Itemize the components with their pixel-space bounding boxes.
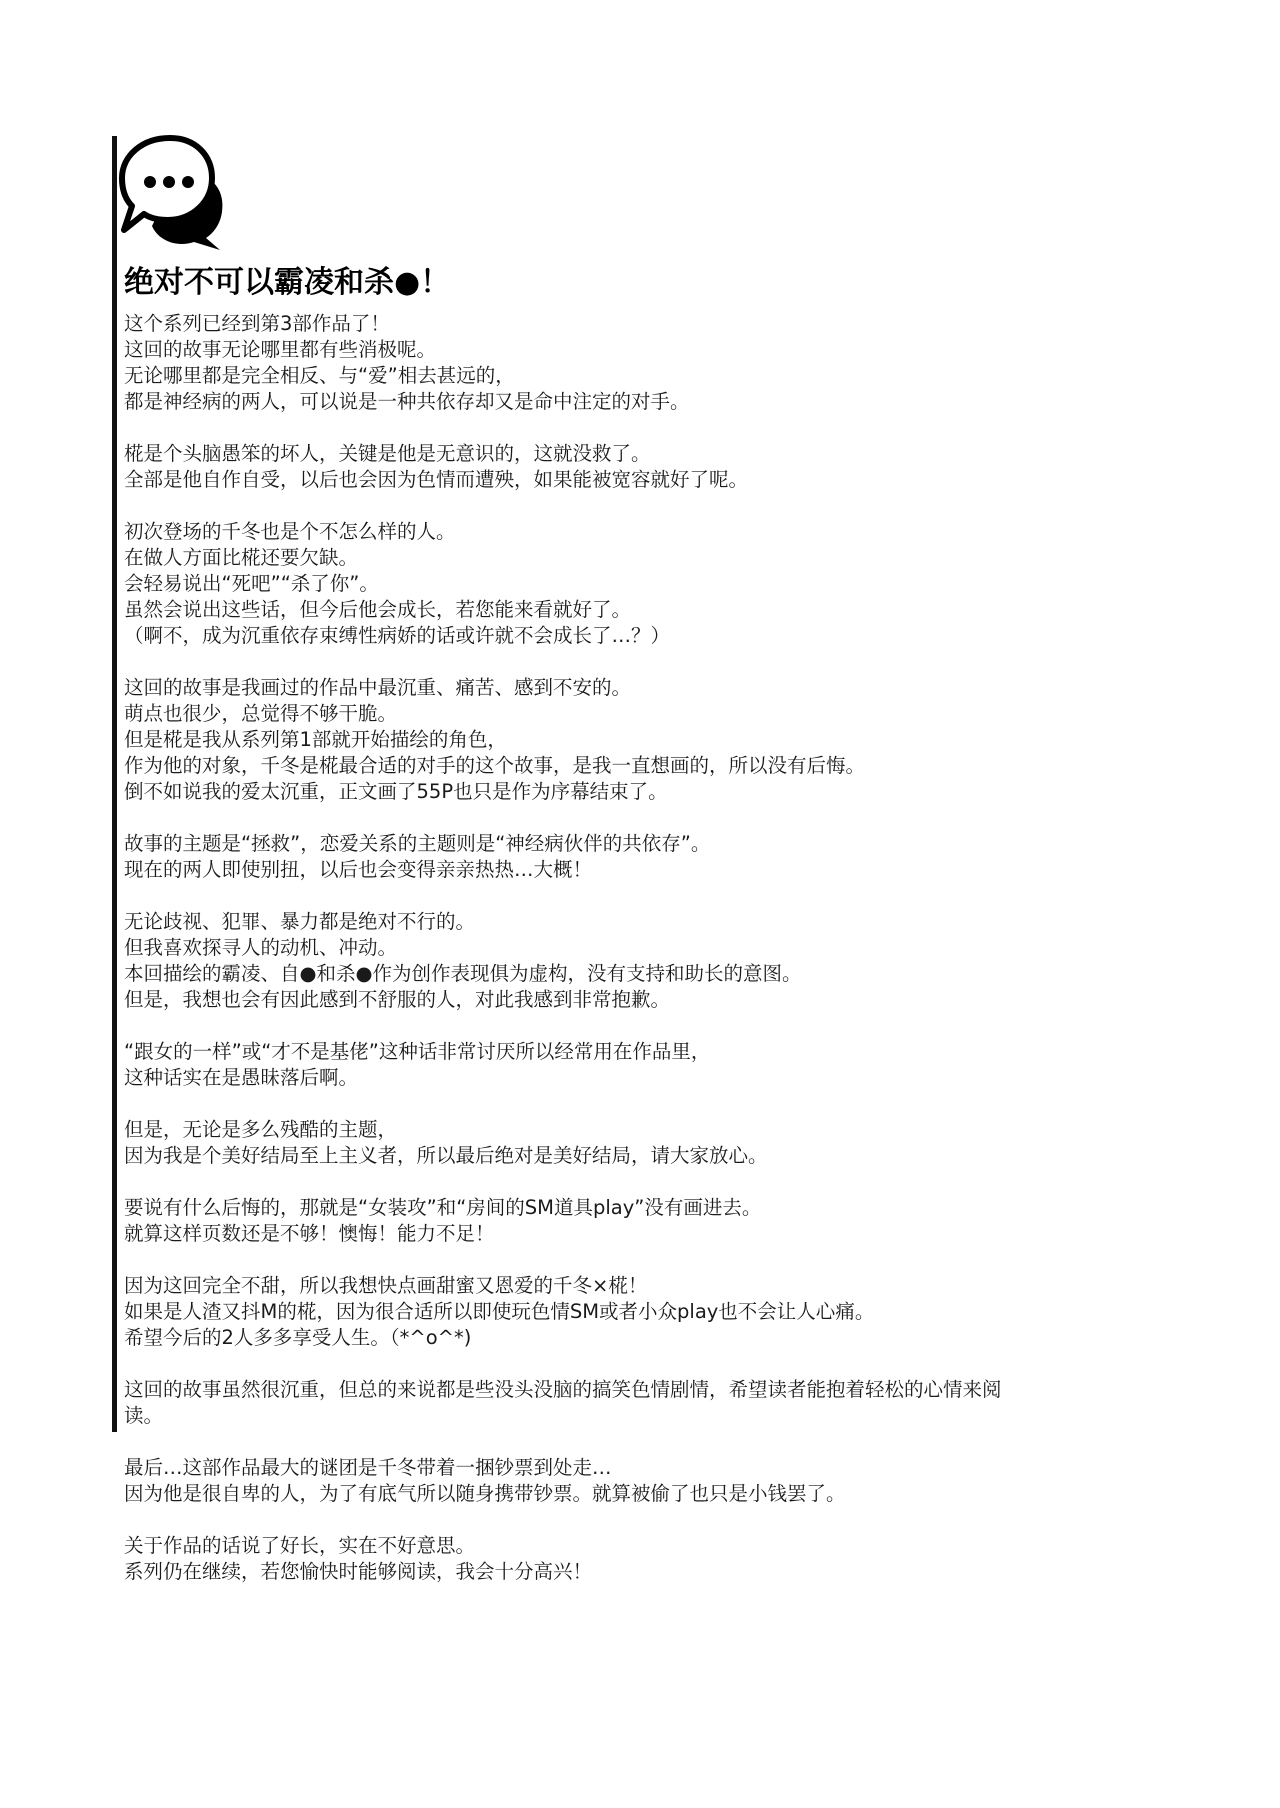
text-line: 要说有什么后悔的，那就是“女装攻”和“房间的SM道具play”没有画进去。: [124, 1196, 762, 1219]
text-line: 初次登场的千冬也是个不怎么样的人。: [124, 520, 456, 543]
text-line: 读。: [124, 1404, 164, 1427]
text-line: 在做人方面比椛还要欠缺。: [124, 546, 359, 569]
text-line: 虽然会说出这些话，但今后他会成长，若您能来看就好了。: [124, 598, 632, 621]
text-line: “跟女的一样”或“才不是基佬”这种话非常讨厌所以经常用在作品里，: [124, 1040, 711, 1063]
text-line: 作为他的对象，千冬是椛最合适的对手的这个故事，是我一直想画的，所以没有后悔。: [124, 754, 866, 777]
text-line: 因为这回完全不甜，所以我想快点画甜蜜又恩爱的千冬×椛！: [124, 1274, 648, 1297]
paragraph: [124, 311, 1164, 415]
text-line: 最后…这部作品最大的谜团是千冬带着一捆钞票到处走…: [124, 1456, 612, 1479]
text-line: 希望今后的2人多多享受人生。（*^o^*): [124, 1326, 472, 1349]
afterword-body: [124, 311, 1164, 1611]
text-line: 椛是个头脑愚笨的坏人，关键是他是无意识的，这就没救了。: [124, 442, 651, 465]
speech-bubbles-icon: [118, 134, 230, 250]
text-line: 倒不如说我的爱太沉重，正文画了55P也只是作为序幕结束了。: [124, 780, 668, 803]
left-vertical-rule: [112, 136, 117, 1432]
paragraph: [124, 519, 1164, 649]
text-line: 会轻易说出“死吧”“杀了你”。: [124, 572, 379, 595]
text-line: 都是神经病的两人，可以说是一种共依存却又是命中注定的对手。: [124, 390, 690, 413]
text-line: 故事的主题是“拯救”，恋爱关系的主题则是“神经病伙伴的共依存”。: [124, 832, 711, 855]
text-line: 系列仍在继续，若您愉快时能够阅读，我会十分高兴！: [124, 1560, 593, 1583]
text-line: 无论歧视、犯罪、暴力都是绝对不行的。: [124, 910, 476, 933]
text-line: 现在的两人即使别扭，以后也会变得亲亲热热…大概！: [124, 858, 593, 881]
paragraph: [124, 441, 1164, 493]
paragraph: [124, 1455, 1164, 1507]
text-line: 但是椛是我从系列第1部就开始描绘的角色，: [124, 728, 507, 751]
text-line: 无论哪里都是完全相反、与“爱”相去甚远的，: [124, 364, 515, 387]
paragraph: [124, 675, 1164, 805]
text-line: 关于作品的话说了好长，实在不好意思。: [124, 1534, 476, 1557]
text-line: 如果是人渣又抖M的椛，因为很合适所以即使玩色情SM或者小众play也不会让人心痛。: [124, 1300, 875, 1323]
text-line: 这个系列已经到第3部作品了！: [124, 312, 390, 335]
paragraph: [124, 1533, 1164, 1585]
text-line: 这种话实在是愚昧落后啊。: [124, 1066, 359, 1089]
text-line: 但是，无论是多么残酷的主题，: [124, 1118, 398, 1141]
text-line: 但我喜欢探寻人的动机、冲动。: [124, 936, 398, 959]
paragraph: [124, 831, 1164, 883]
text-line: 但是，我想也会有因此感到不舒服的人，对此我感到非常抱歉。: [124, 988, 671, 1011]
text-line: 萌点也很少，总觉得不够干脆。: [124, 702, 398, 725]
paragraph: [124, 1377, 1164, 1429]
text-line: 因为我是个美好结局至上主义者，所以最后绝对是美好结局，请大家放心。: [124, 1144, 768, 1167]
paragraph: [124, 1039, 1164, 1091]
paragraph: [124, 909, 1164, 1013]
paragraph: [124, 1117, 1164, 1169]
page-title: 绝对不可以霸凌和杀●！: [124, 265, 451, 300]
text-line: 这回的故事是我画过的作品中最沉重、痛苦、感到不安的。: [124, 676, 632, 699]
paragraph: [124, 1195, 1164, 1247]
text-line: 本回描绘的霸凌、自●和杀●作为创作表现俱为虚构，没有支持和助长的意图。: [124, 962, 802, 985]
paragraph: [124, 1273, 1164, 1351]
text-line: （啊不，成为沉重依存束缚性病娇的话或许就不会成长了…？）: [124, 624, 671, 647]
text-line: 因为他是很自卑的人，为了有底气所以随身携带钞票。就算被偷了也只是小钱罢了。: [124, 1482, 846, 1505]
text-line: 这回的故事无论哪里都有些消极呢。: [124, 338, 437, 361]
text-line: 全部是他自作自受，以后也会因为色情而遭殃，如果能被宽容就好了呢。: [124, 468, 749, 491]
text-line: 这回的故事虽然很沉重，但总的来说都是些没头没脑的搞笑色情剧情，希望读者能抱着轻松的心情来阅: [124, 1378, 1002, 1401]
text-line: 就算这样页数还是不够！懊悔！能力不足！: [124, 1222, 495, 1245]
